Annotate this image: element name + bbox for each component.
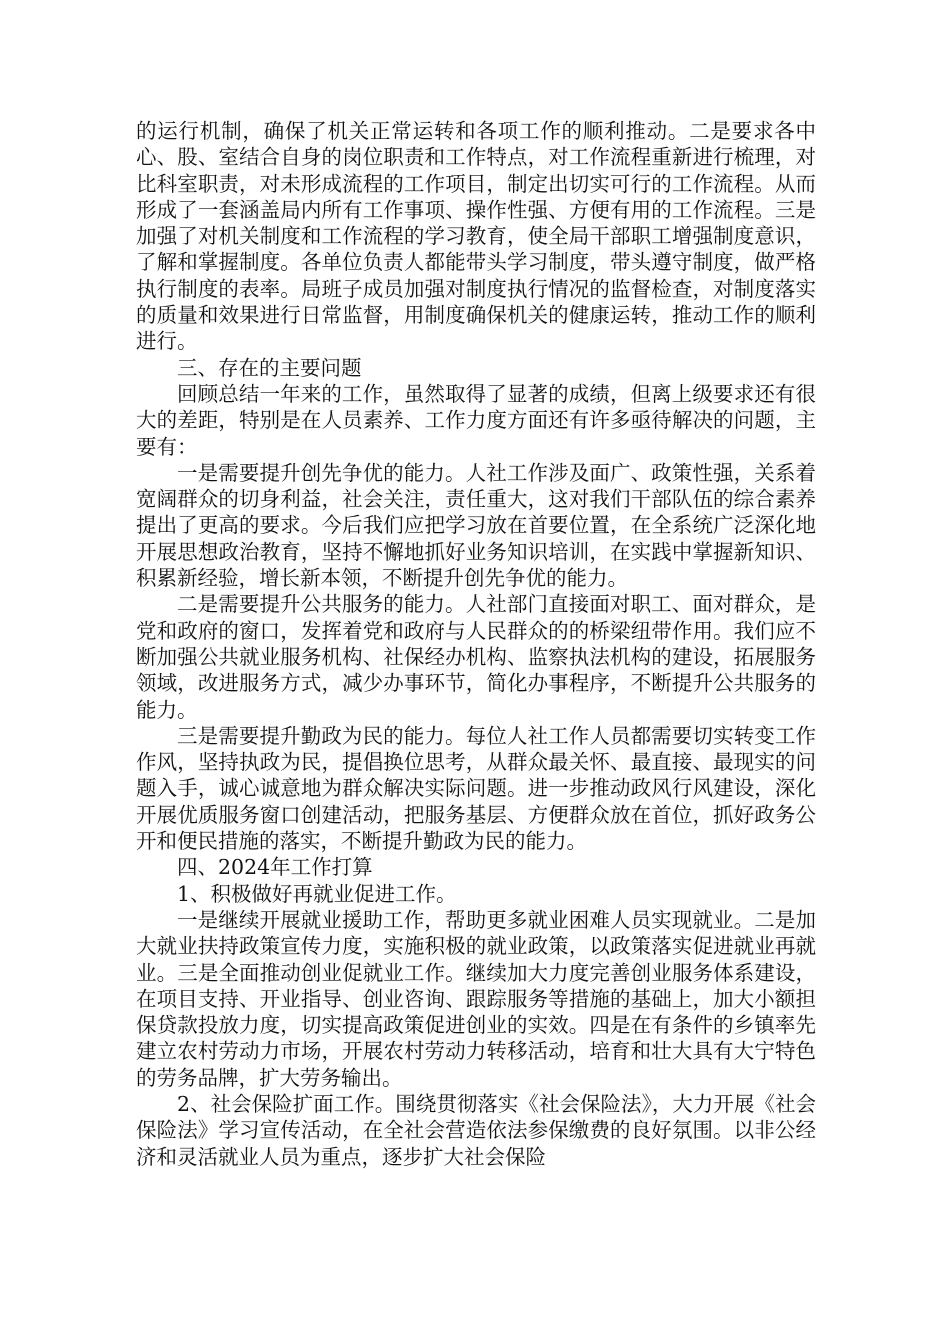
paragraph-problem-3: 三是需要提升勤政为民的能力。每位人社工作人员都需要切实转变工作作风，坚持执政为民，提倡换位思考，从群众最关怀、最直接、最现实的问题入手，诚心诚意地为群众解决实际问题。进一步推动政风行风建设，深化开展优质服务窗口创建活动，把服务基层、方便群众放在首位，抓好政务公开和便民措施的落实，不断提升勤政为民的能力。 [136,723,816,854]
paragraph-reemployment: 一是继续开展就业援助工作，帮助更多就业困难人员实现就业。二是加大就业扶持政策宣传力度，实施积极的就业政策，以政策落实促进就业再就业。三是全面推动创业促就业工作。继续加大力度完善创业服务体系建设，在项目支持、开业指导、创业咨询、跟踪服务等措施的基础上，加大小额担保贷款投放力度，切实提高政策促进创业的实效。四是在有条件的乡镇率先建立农村劳动力市场，开展农村劳动力转移活动，培育和壮大具有大宁特色的劳务品牌，扩大劳务输出。 [136,907,816,1090]
subheading-reemployment: 1、积极做好再就业促进工作。 [177,881,457,906]
paragraph-social-insurance: 2、社会保险扩面工作。围绕贯彻落实《社会保险法》，大力开展《社会保险法》学习宣传活动，在全社会营造依法参保缴费的良好氛围。以非公经济和灵活就业人员为重点，逐步扩大社会保险 [136,1091,816,1169]
document-page [136,118,816,1170]
heading-main-problems: 三、存在的主要问题 [177,355,362,380]
heading-work-plan: 四、2024年工作打算 [177,855,373,880]
paragraph-review: 回顾总结一年来的工作，虽然取得了显著的成绩，但离上级要求还有很大的差距，特别是在人员素养、工作力度方面还有许多亟待解决的问题，主要有： [136,381,816,459]
paragraph-mechanism: 的运行机制，确保了机关正常运转和各项工作的顺利推动。二是要求各中心、股、室结合自身的岗位职责和工作特点，对工作流程重新进行梳理，对比科室职责，对未形成流程的工作项目，制定出切实可行的工作流程。从而形成了一套涵盖局内所有工作事项、操作性强、方便有用的工作流程。三是加强了对机关制度和工作流程的学习教育，使全局干部职工增强制度意识，了解和掌握制度。各单位负责人都能带头学习制度，带头遵守制度，做严格执行制度的表率。局班子成员加强对制度执行情况的监督检查，对制度落实的质量和效果进行日常监督，用制度确保机关的健康运转，推动工作的顺利进行。 [136,119,816,354]
paragraph-problem-2: 二是需要提升公共服务的能力。人社部门直接面对职工、面对群众，是党和政府的窗口，发挥着党和政府与人民群众的的桥梁纽带作用。我们应不断加强公共就业服务机构、社保经办机构、监察执法机构的建设，拓展服务领域，改进服务方式，减少办事环节，简化办事程序，不断提升公共服务的能力。 [136,592,816,722]
paragraph-problem-1: 一是需要提升创先争优的能力。人社工作涉及面广、政策性强，关系着宽阔群众的切身利益，社会关注，责任重大，这对我们干部队伍的综合素养提出了更高的要求。今后我们应把学习放在首要位置，在全系统广泛深化地开展思想政治教育，坚持不懈地抓好业务知识培训，在实践中掌握新知识、积累新经验，增长新本领，不断提升创先争优的能力。 [136,460,816,591]
